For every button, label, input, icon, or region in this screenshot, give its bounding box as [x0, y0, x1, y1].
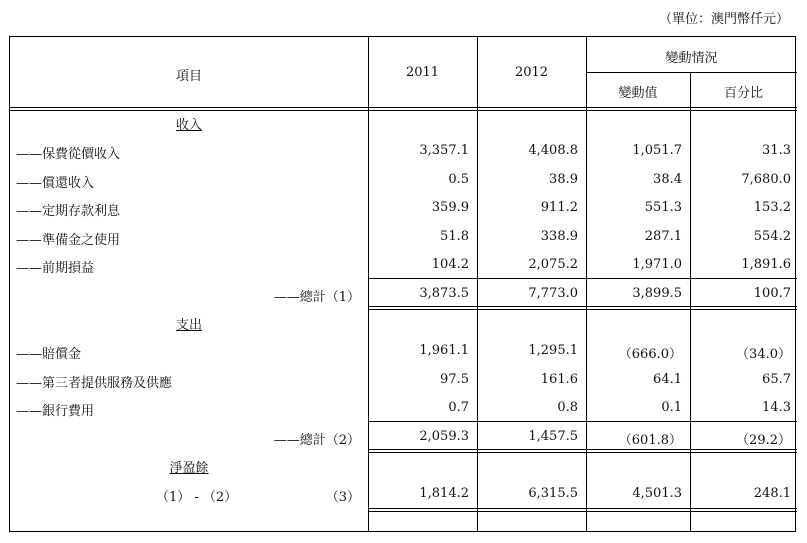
total-line — [368, 278, 797, 279]
header-change: 變動情況 — [665, 51, 718, 66]
value-change: 1,971.0 — [632, 257, 682, 272]
value-2011: 0.7 — [448, 400, 469, 415]
col-divider — [368, 37, 369, 531]
total-label: ——總計（2） — [273, 433, 360, 448]
unit-note: （單位：澳門幣仟元） — [658, 12, 789, 27]
value-2012: 0.8 — [557, 400, 578, 415]
surplus-percent: 248.1 — [753, 486, 791, 501]
total-line — [368, 309, 797, 310]
value-percent: 14.3 — [762, 400, 791, 415]
value-2012: 38.9 — [549, 172, 578, 187]
header-2011: 2011 — [405, 65, 440, 80]
total-2012: 7,773.0 — [528, 286, 578, 301]
header-line — [10, 110, 797, 111]
value-change: 64.1 — [653, 372, 682, 387]
value-percent: （34.0） — [736, 347, 791, 362]
value-percent: 31.3 — [762, 143, 791, 158]
value-2011: 3,357.1 — [419, 143, 469, 158]
total-change: 3,899.5 — [632, 286, 682, 301]
value-percent: 153.2 — [753, 200, 791, 215]
value-change: 551.3 — [644, 200, 682, 215]
value-2011: 104.2 — [431, 257, 469, 272]
total-change: （601.8） — [618, 433, 682, 448]
value-2012: 4,408.8 — [528, 143, 578, 158]
value-percent: 554.2 — [753, 229, 791, 244]
total-line — [368, 508, 797, 509]
row-label: ——準備金之使用 — [16, 233, 121, 248]
value-2011: 0.5 — [448, 172, 469, 187]
value-2011: 359.9 — [431, 200, 469, 215]
surplus-2012: 6,315.5 — [528, 486, 578, 501]
total-2011: 3,873.5 — [419, 286, 469, 301]
surplus-2011: 1,814.2 — [419, 486, 469, 501]
row-label: ——償還收入 — [16, 176, 95, 191]
value-2012: 2,075.2 — [528, 257, 578, 272]
value-2012: 911.2 — [540, 200, 578, 215]
row-label: ——前期損益 — [16, 261, 95, 276]
row-label: ——賠償金 — [16, 347, 82, 362]
row-label: ——保費從價收入 — [16, 147, 121, 162]
surplus-change: 4,501.3 — [632, 486, 682, 501]
header-item: 項目 — [175, 69, 202, 84]
total-2011: 2,059.3 — [419, 429, 469, 444]
total-line — [368, 449, 797, 450]
row-label: ——銀行費用 — [16, 404, 95, 419]
section-title-surplus: 淨盈餘 — [169, 461, 209, 476]
total-line — [368, 421, 797, 422]
value-2012: 338.9 — [540, 229, 578, 244]
total-label: ——總計（1） — [273, 290, 360, 305]
header-change-value: 變動值 — [618, 86, 658, 101]
value-2011: 1,961.1 — [419, 343, 469, 358]
header-subline — [586, 72, 797, 73]
header-percent: 百分比 — [723, 86, 763, 101]
total-line — [368, 306, 797, 307]
value-change: 0.1 — [661, 400, 682, 415]
header-line — [10, 107, 797, 108]
value-2012: 1,295.1 — [528, 343, 578, 358]
total-percent: 100.7 — [753, 286, 791, 301]
finance-table — [9, 36, 796, 532]
section-title-expense: 支出 — [175, 318, 202, 333]
col-divider — [586, 37, 587, 531]
section-title-income: 收入 — [175, 118, 202, 133]
value-change: 287.1 — [644, 229, 682, 244]
col-divider — [477, 37, 478, 531]
value-percent: 7,680.0 — [741, 172, 791, 187]
surplus-formula: （1） - （2） — [156, 490, 238, 505]
value-change: 38.4 — [653, 172, 682, 187]
total-line — [368, 511, 797, 512]
row-label: ——第三者提供服務及供應 — [16, 376, 173, 391]
value-2011: 97.5 — [440, 372, 469, 387]
header-2012: 2012 — [514, 65, 549, 80]
total-line — [368, 452, 797, 453]
value-change: （666.0） — [618, 347, 682, 362]
value-percent: 65.7 — [762, 372, 791, 387]
value-2011: 51.8 — [440, 229, 469, 244]
value-change: 1,051.7 — [632, 143, 682, 158]
col-divider — [690, 73, 691, 531]
total-percent: （29.2） — [736, 433, 791, 448]
total-2012: 1,457.5 — [528, 429, 578, 444]
value-2012: 161.6 — [540, 372, 578, 387]
surplus-ref: （3） — [325, 490, 360, 505]
row-label: ——定期存款利息 — [16, 204, 121, 219]
value-percent: 1,891.6 — [741, 257, 791, 272]
